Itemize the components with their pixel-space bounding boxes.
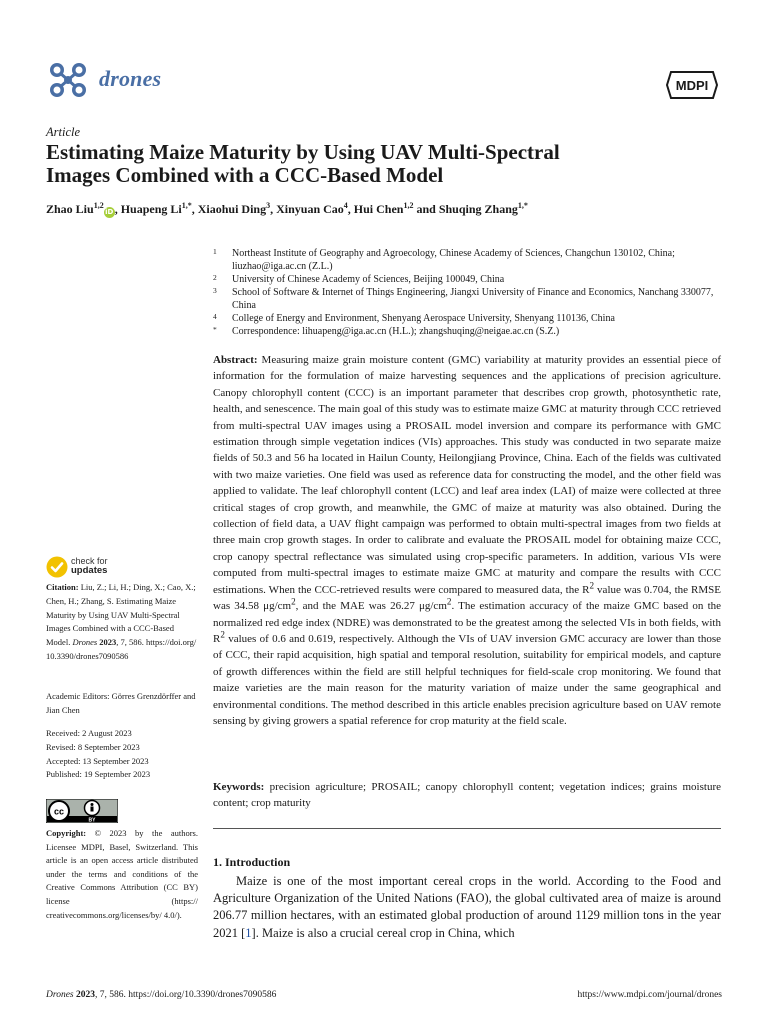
publisher-logo-text: MDPI bbox=[675, 78, 709, 93]
abstract-text-5: values of 0.6 and 0.619, respectively. Although the VIs of UAV inversion GMC accuracy are lower than those of CCC, their rapid acquisition, high spatial and temporal resolution, suitability for empirical models, and capture of growth differences within the field are still helpful techniques for field-scale crop monitoring. We found that maize varieties are the main reason for the maturity variation of maize under the same geographical and environmental conditions. The method described in this article enables precision agriculture based on UAV remote sensing by giving growers a spatial reference for crop maturity at the field scale. bbox=[213, 632, 721, 727]
footer-doi[interactable]: , 7, 586. https://doi.org/10.3390/drones7090586 bbox=[95, 990, 277, 1000]
abstract-text-4: . The estimation accuracy of the maize GMC based on the normalized red edge index (NDRE) was demonstrated to be the greatest among the selected VIs in both fields, with R bbox=[213, 600, 722, 645]
author-affiliation-marker: 4 bbox=[343, 201, 348, 210]
received-date: Received: 2 August 2023 bbox=[46, 728, 132, 738]
author-name[interactable]: Zhao Liu bbox=[46, 202, 94, 216]
footer-citation bbox=[46, 990, 276, 1000]
affiliation-item bbox=[213, 247, 728, 273]
intro-text-2: ]. Maize is also a crucial cereal crop in China, which bbox=[251, 925, 515, 940]
title-line-1: Estimating Maize Maturity by Using UAV Multi-Spectral bbox=[46, 140, 560, 164]
journal-name[interactable]: drones bbox=[99, 66, 162, 91]
affiliation-text: College of Energy and Environment, Shenyang Aerospace University, Shenyang 110136, China bbox=[232, 313, 615, 324]
superscript: 2 bbox=[220, 629, 225, 640]
citation-journal: Drones bbox=[72, 637, 98, 648]
revised-date: Revised: 8 September 2023 bbox=[46, 741, 140, 752]
affiliation-number: 4 bbox=[213, 312, 217, 321]
abstract-text-3: , and the MAE was 26.27 μg/cm bbox=[295, 600, 447, 613]
article-title bbox=[46, 141, 726, 187]
footer-year: 2023 bbox=[76, 990, 95, 1000]
copyright-notice bbox=[46, 827, 198, 922]
abstract-label: Abstract: bbox=[213, 354, 258, 366]
author-affiliation-marker: 1,2 bbox=[403, 201, 414, 210]
section-heading: 1. Introduction bbox=[213, 855, 291, 869]
citation-rest[interactable]: , 7, 586. https://doi.org/ 10.3390/drones7090586 bbox=[46, 637, 197, 661]
abstract-text-1: Measuring maize grain moisture content (GMC) variability at maturity provides an essential piece of information for the formulation of maize harvesting sequences and the applications of precision agriculture. Canopy chlorophyll content (CCC) is an important parameter that describes crop growth, photosynthetic rate, health, and senescence. The main goal of this study was to estimate maize GMC at maturity through CCC retrieved from multi-spectral UAV images using a PROSAIL model inversion and compare its performance with GMC estimation through simple vegetation indices (VIs) approaches. This study was conducted in two separate maize fields of 50.3 and 56 ha located in Hailun County, Heilongjiang Province, China. Each of the fields was cultivated with two maize varieties. One field was used as reference data for constructing the model, and the other field was applied to validate. The leaf chlorophyll content (LCC) and leaf area index (LAI) of maize were collected at three critical stages of crop growth, and meanwhile, the GMC of maize at maturity was also obtained. During the collection of field data, a UAV flight campaign was performed to obtain multi-spectral images from two fields at three main crop growth stages. In order to calibrate and evaluate the PROSAIL model for obtaining maize CCC, crop canopy spectral reflectance was simulated using crop-specific parameters. In addition, various VIs were computed from multi-spectral images to estimate maize GMC at maturity and compare the results with CCC estimations. When the CCC-retrieved results were compared to measured data, the R bbox=[213, 354, 721, 596]
author-affiliation-marker: 3 bbox=[266, 201, 271, 210]
affiliation-number: * bbox=[213, 325, 217, 334]
abstract bbox=[213, 352, 721, 729]
cc-by-text: BY bbox=[88, 817, 96, 823]
accepted-date: Accepted: 13 September 2023 bbox=[46, 755, 149, 766]
footer-journal-url[interactable]: https://www.mdpi.com/journal/drones bbox=[577, 990, 722, 1000]
affiliation-text: School of Software & Internet of Things Engineering, Jiangxi University of Finance and Economics, Nanchang 330077, China bbox=[232, 287, 714, 311]
copyright-text: © 2023 by the authors. Licensee MDPI, Basel, Switzerland. This article is an open access article distributed under the terms and conditions of the Creative Commons Attribution (CC BY) license (https:// creativecommons.org/licenses/by/ 4.0/). bbox=[46, 828, 198, 920]
affiliation-item bbox=[213, 312, 728, 325]
section-divider bbox=[213, 828, 721, 829]
drones-logo-icon bbox=[46, 60, 90, 100]
affiliation-number: 3 bbox=[213, 286, 217, 295]
affiliation-text: Northeast Institute of Geography and Agroecology, Chinese Academy of Sciences, Changchun 130102, China; liuzhao@iga.ac.cn (Z.L.) bbox=[232, 248, 675, 272]
affiliation-number: 1 bbox=[213, 247, 217, 256]
author-name[interactable]: Shuqing Zhang bbox=[438, 202, 518, 216]
affiliations bbox=[213, 247, 728, 338]
superscript: 2 bbox=[291, 596, 296, 607]
copyright-label: Copyright: bbox=[46, 828, 87, 838]
author-affiliation-marker: 1,2 bbox=[93, 201, 104, 210]
citation-year: 2023 bbox=[99, 637, 117, 648]
footer-journal: Drones bbox=[46, 990, 74, 1000]
published-date: Published: 19 September 2023 bbox=[46, 769, 151, 780]
article-type: Article bbox=[46, 125, 81, 139]
affiliation-item bbox=[213, 325, 728, 338]
introduction-paragraph bbox=[213, 873, 721, 942]
author-name[interactable]: Xinyuan Cao bbox=[276, 202, 344, 216]
affiliation-number: 2 bbox=[213, 273, 217, 282]
superscript: 2 bbox=[589, 580, 595, 591]
intro-text-1: Maize is one of the most important cereal crops in the world. According to the Food and Agriculture Organization of the United Nations (FAO), the global cultivated area of maize is around 206.77 million hectares, with an estimated global production of around 1129 million tons in the year 2021 [ bbox=[213, 874, 721, 940]
author-separator: , bbox=[347, 202, 354, 216]
author-affiliation-marker: 1,* bbox=[181, 201, 192, 210]
publication-dates bbox=[46, 727, 198, 782]
citation-label: Citation: bbox=[46, 582, 79, 592]
academic-editors: Academic Editors: Görres Grenzdörffer and Jian Chen bbox=[46, 691, 196, 715]
keywords bbox=[213, 779, 721, 812]
author-name[interactable]: Xiaohui Ding bbox=[197, 202, 267, 216]
title-line-2: Images Combined with a CCC-Based Model bbox=[46, 163, 444, 187]
affiliation-text: Correspondence: lihuapeng@iga.ac.cn (H.L.); zhangshuqing@neigae.ac.cn (S.Z.) bbox=[232, 326, 560, 337]
orcid-icon[interactable]: iD bbox=[105, 208, 114, 216]
abstract-text-2: value was 0.704, the RMSE was 34.58 μg/cm bbox=[213, 583, 721, 613]
reference-link[interactable]: 1 bbox=[245, 925, 252, 940]
citation-text: Liu, Z.; Li, H.; Ding, X.; Cao, X.; Chen, H.; Zhang, S. Estimating Maize Maturity by Using UAV Multi-Spectral Images Combined with a CCC-Based Model. bbox=[46, 582, 196, 648]
svg-text:cc: cc bbox=[53, 806, 65, 817]
author-affiliation-marker: 1,* bbox=[517, 201, 528, 210]
check-for-updates-line1: check for bbox=[71, 556, 108, 566]
author-name[interactable]: Huapeng Li bbox=[120, 202, 182, 216]
check-for-updates-line2: updates bbox=[71, 565, 108, 576]
keywords-text: precision agriculture; PROSAIL; canopy chlorophyll content; vegetation indices; grains moisture content; crop maturity bbox=[213, 781, 721, 810]
author-separator: and bbox=[413, 202, 439, 216]
affiliation-item bbox=[213, 286, 728, 312]
author-name[interactable]: Hui Chen bbox=[353, 202, 404, 216]
cc-by-license-icon[interactable] bbox=[46, 799, 118, 823]
citation-block bbox=[46, 581, 198, 664]
mdpi-logo-icon[interactable] bbox=[665, 70, 719, 100]
superscript: 2 bbox=[446, 596, 452, 607]
affiliation-item bbox=[213, 273, 728, 286]
author-separator: , bbox=[270, 202, 277, 216]
keywords-label: Keywords: bbox=[213, 781, 265, 793]
author-separator: , bbox=[114, 202, 121, 216]
check-for-updates-label[interactable] bbox=[71, 556, 108, 576]
author-list bbox=[46, 202, 726, 218]
affiliation-text: University of Chinese Academy of Sciences, Beijing 100049, China bbox=[232, 274, 505, 285]
author-separator: , bbox=[191, 202, 198, 216]
check-for-updates-icon[interactable] bbox=[46, 556, 68, 578]
